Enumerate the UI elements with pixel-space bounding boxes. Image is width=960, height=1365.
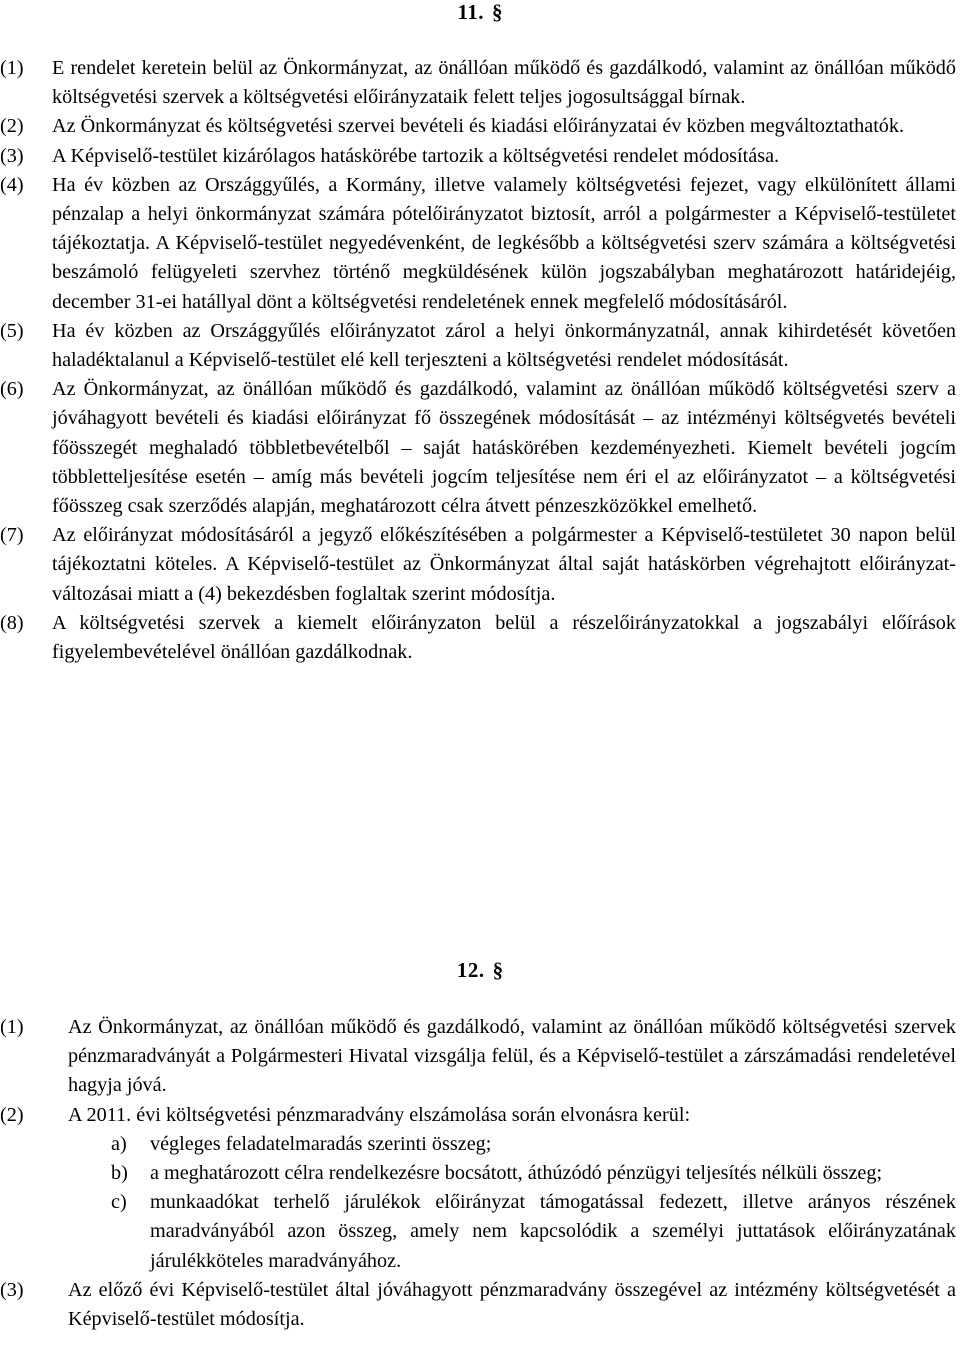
section-11-heading (0, 0, 960, 27)
paragraph-text: Az előző évi Képviselő-testület által jóváhagyott pénzmaradvány összegével az intézmény költségvetését a Képviselő-testület módosítja. (68, 1278, 956, 1331)
paragraph-number: (6) (0, 378, 24, 401)
item-label: a) (111, 1132, 127, 1155)
item-label: c) (111, 1191, 127, 1214)
paragraph-number: (1) (0, 57, 24, 79)
paragraph-text: Az előirányzat módosításáról a jegyző előkészítésében a polgármester a Képviselő-testületet 30 napon belül tájékoztatni köteles. A Képviselő-testület az Önkormányzat által saját hatáskörben végrehajtott előirányzat-változásai miatt a (4) bekezdésben foglaltak szerint módosítja. (52, 524, 956, 605)
paragraph-number: (5) (0, 319, 24, 342)
s11-paragraph-3 (0, 142, 956, 171)
item-text: munkaadókat terhelő járulékok előirányzat támogatással fedezett, illetve arányos részének maradványából azon összeg, amely nem kapcsolódik a személyi juttatások előirányzatának járulékköteles maradványához. (150, 1191, 956, 1272)
section-12-heading (0, 956, 960, 985)
s11-paragraph-8 (0, 609, 956, 667)
paragraph-number: (2) (0, 115, 24, 138)
paragraph-number: (8) (0, 611, 24, 634)
s12-paragraph-1 (0, 1013, 956, 1101)
paragraph-text: Az Önkormányzat, az önállóan működő és gazdálkodó, valamint az önállóan működő költségvetési szerv a jóváhagyott bevételi és kiadási előirányzat fő összegének módosítását – az intézményi költségvetés bevételi főösszegét meghaladó többletbevételből – saját hatáskörében kezdeményezheti. Kiemelt bevételi jogcím többletteljesítése esetén – amíg más bevételi jogcím teljesítése nem éri el az előirányzatot – a költségvetési főösszeg csak szerződés alapján, meghatározott célra átvett pénzeszközökkel emelhető. (52, 378, 956, 518)
section-12-symbol: § (492, 958, 504, 982)
section-11-number: 11. (457, 0, 485, 24)
section-11-symbol: § (492, 0, 503, 24)
paragraph-number: (1) (0, 1016, 24, 1038)
paragraph-text: E rendelet keretein belül az Önkormányzat, az önállóan működő és gazdálkodó, valamint az önállóan működő költségvetési szervek a költségvetési előirányzataik felett teljes jogosultsággal bírnak. (52, 57, 956, 109)
paragraph-text: A 2011. évi költségvetési pénzmaradvány elszámolása során elvonásra kerül: (68, 1103, 691, 1126)
section-12-number: 12. (456, 958, 485, 982)
s11-paragraph-1 (0, 54, 956, 112)
s12-item-c (0, 1188, 956, 1276)
s12-item-b (0, 1159, 956, 1188)
s11-paragraph-6 (0, 375, 956, 521)
s11-paragraph-2 (0, 112, 956, 141)
paragraph-number: (3) (0, 1278, 24, 1301)
section-12-body (0, 1013, 956, 1334)
paragraph-number: (2) (0, 1103, 24, 1126)
paragraph-text: Az Önkormányzat, az önállóan működő és gazdálkodó, valamint az önállóan működő költségvetési szervek pénzmaradványát a Polgármesteri Hivatal vizsgálja felül, és a Képviselő-testület a zárszámadási rendeletével hagyja jóvá. (68, 1016, 956, 1097)
s11-paragraph-7 (0, 521, 956, 609)
item-text: végleges feladatelmaradás szerinti összeg; (150, 1132, 492, 1155)
s11-paragraph-5 (0, 317, 956, 375)
paragraph-text: A Képviselő-testület kizárólagos hatáskörébe tartozik a költségvetési rendelet módosítása. (52, 144, 780, 167)
section-11-body (0, 54, 956, 667)
s12-item-a (0, 1130, 956, 1159)
s12-paragraph-2 (0, 1101, 956, 1130)
s12-paragraph-3 (0, 1276, 956, 1334)
paragraph-text: A költségvetési szervek a kiemelt előirányzaton belül a részelőirányzatokkal a jogszabályi előírások figyelembevételével önállóan gazdálkodnak. (52, 611, 956, 664)
item-text: a meghatározott célra rendelkezésre bocsátott, áthúzódó pénzügyi teljesítés nélküli összeg; (150, 1162, 883, 1185)
s11-paragraph-4 (0, 171, 956, 317)
paragraph-number: (7) (0, 524, 24, 547)
paragraph-number: (3) (0, 144, 24, 167)
paragraph-text: Ha év közben az Országgyűlés, a Kormány, illetve valamely költségvetési fejezet, vagy elkülönített állami pénzalap a helyi önkormányzat számára pótelőirányzatot biztosít, arról a polgármester a Képviselő-testületet tájékoztatja. A Képviselő-testület negyedévenként, de legkésőbb a költségvetési szerv számára a költségvetési beszámoló felügyeleti szervhez történő megküldésének külön jogszabályban meghatározott határidejéig, december 31-ei hatállyal dönt a költségvetési rendeletének ennek megfelelő módosításáról. (52, 173, 956, 313)
item-label: b) (111, 1162, 128, 1185)
paragraph-text: Ha év közben az Országgyűlés előirányzatot zárol a helyi önkormányzatnál, annak kihirdetését követően haladéktalanul a Képviselő-testület elé kell terjeszteni a költségvetési rendelet módosítását. (52, 319, 956, 372)
paragraph-number: (4) (0, 173, 24, 196)
paragraph-text: Az Önkormányzat és költségvetési szervei bevételi és kiadási előirányzatai év közben megváltoztathatók. (52, 115, 905, 138)
